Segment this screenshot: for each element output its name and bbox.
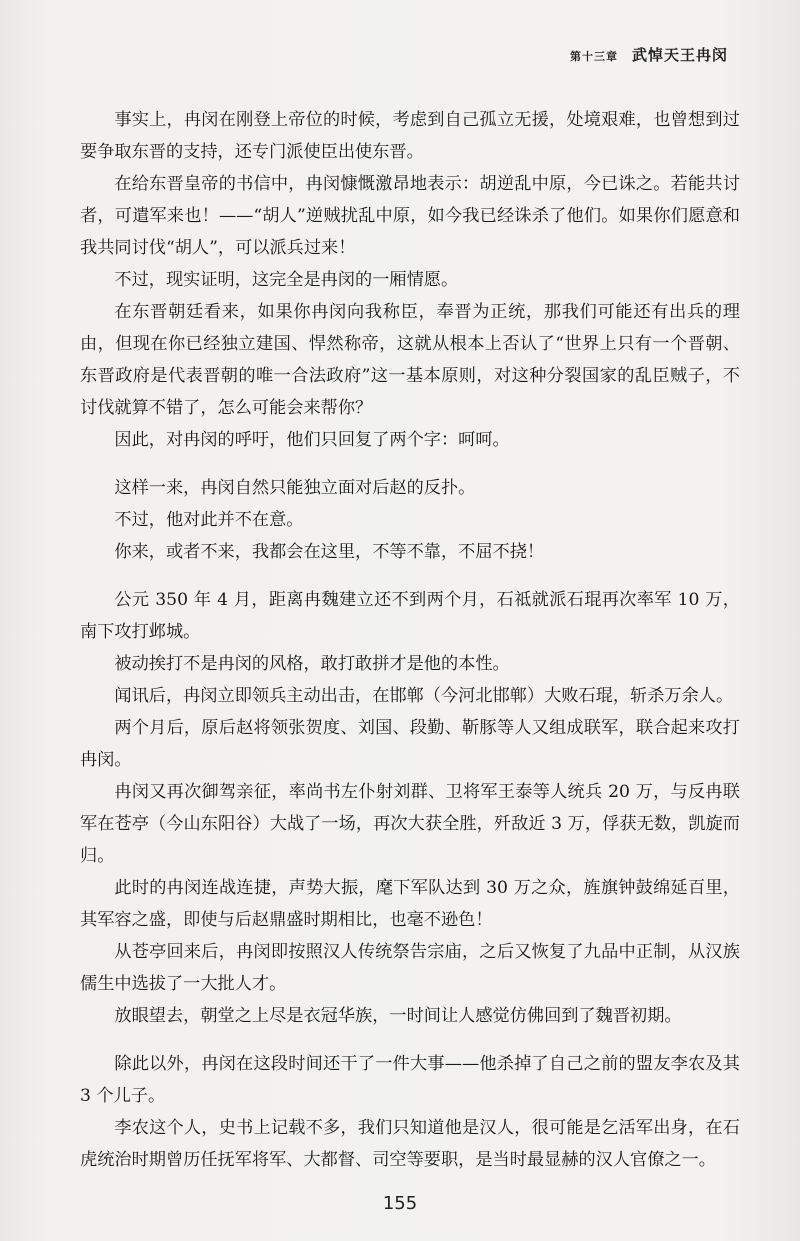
section-gap [80, 568, 740, 584]
paragraph: 闻讯后，冉闵立即领兵主动出击，在邯郸（今河北邯郸）大败石琨，斩杀万余人。 [114, 686, 734, 706]
page-number: 155 [382, 1193, 418, 1214]
paragraph: 两个月后，原后赵将领张贺度、刘国、段勤、靳豚等人又组成联军，联合起来攻打冉闵。 [80, 718, 740, 770]
paragraph: 冉闵又再次御驾亲征，率尚书左仆射刘群、卫将军王泰等人统兵 20 万，与反冉联军在苍亭（今山东阳谷）大战了一场，再次大获全胜，歼敌近 3 万，俘获无数，凯旋而归。 [80, 782, 740, 866]
paragraph: 放眼望去，朝堂之上尽是衣冠华族，一时间让人感觉仿佛回到了魏晋初期。 [114, 1006, 682, 1026]
paragraph: 不过，现实证明，这完全是冉闵的一厢情愿。 [114, 270, 459, 290]
paragraph: 因此，对冉闵的呼吁，他们只回复了两个字：呵呵。 [114, 430, 510, 450]
section-gap [80, 456, 740, 472]
page-body [80, 104, 740, 1176]
paragraph: 在东晋朝廷看来，如果你冉闵向我称臣，奉晋为正统，那我们可能还有出兵的理由，但现在你已经独立建国、悍然称帝，这就从根本上否认了“世界上只有一个晋朝、东晋政府是代表晋朝的唯一合法政府”这一基本原则，对这种分裂国家的乱臣贼子，不讨伐就算不错了，怎么可能会来帮你？ [80, 302, 740, 418]
chapter-title: 武悼天王冉闵 [631, 46, 728, 64]
section-gap [80, 1032, 740, 1048]
paragraph: 除此以外，冉闵在这段时间还干了一件大事——他杀掉了自己之前的盟友李农及其 3 个儿子。 [80, 1054, 740, 1106]
paragraph: 不过，他对此并不在意。 [114, 510, 304, 530]
paragraph: 你来，或者不来，我都会在这里，不等不靠，不屈不挠！ [114, 542, 545, 562]
paragraph: 事实上，冉闵在刚登上帝位的时候，考虑到自己孤立无援，处境艰难，也曾想到过要争取东晋的支持，还专门派使臣出使东晋。 [80, 110, 740, 162]
chapter-label: 第十三章 [569, 50, 618, 63]
paragraph: 李农这个人，史书上记载不多，我们只知道他是汉人，很可能是乞活军出身，在石虎统治时期曾历任抚军将军、大都督、司空等要职，是当时最显赫的汉人官僚之一。 [80, 1118, 740, 1170]
paragraph: 公元 350 年 4 月，距离冉魏建立还不到两个月，石祗就派石琨再次率军 10 万，南下攻打邺城。 [80, 590, 740, 642]
running-header [570, 44, 728, 65]
paragraph: 在给东晋皇帝的书信中，冉闵慷慨激昂地表示：胡逆乱中原，今已诛之。若能共讨者，可遣军来也！——“胡人”逆贼扰乱中原，如今我已经诛杀了他们。如果你们愿意和我共同讨伐“胡人”，可以派兵过来！ [80, 174, 740, 258]
paragraph: 从苍亭回来后，冉闵即按照汉人传统祭告宗庙，之后又恢复了九品中正制，从汉族儒生中选拔了一大批人才。 [80, 942, 740, 994]
paragraph: 被动挨打不是冉闵的风格，敢打敢拼才是他的本性。 [114, 654, 510, 674]
paragraph: 这样一来，冉闵自然只能独立面对后赵的反扑。 [114, 478, 476, 498]
paragraph: 此时的冉闵连战连捷，声势大振，麾下军队达到 30 万之众，旌旗钟鼓绵延百里，其军容之盛，即使与后赵鼎盛时期相比，也毫不逊色！ [80, 878, 740, 930]
